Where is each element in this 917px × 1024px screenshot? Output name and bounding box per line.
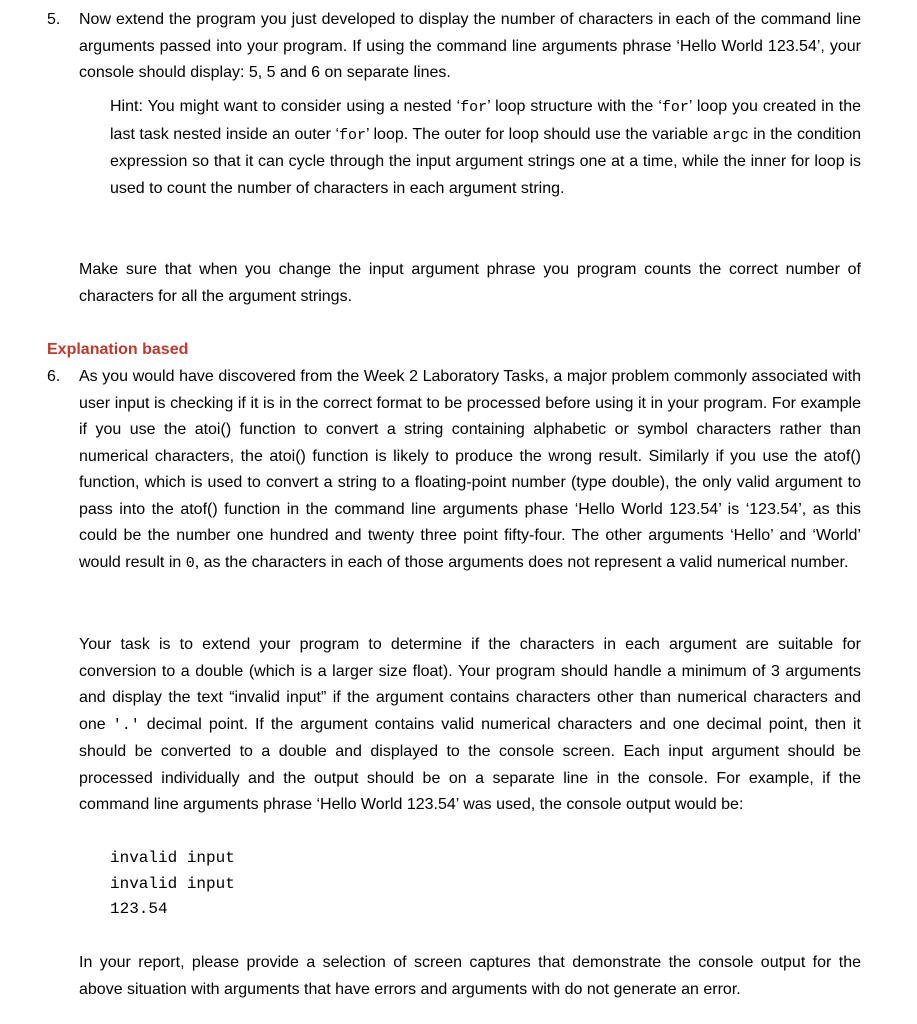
hint-text-2: ’ loop structure with the ‘: [487, 98, 662, 115]
question-6-paragraph-2: [79, 632, 861, 819]
hint-code-for-1: for: [460, 99, 488, 116]
para2-text-b: decimal point. If the argument contains valid numerical characters and one decimal point, then it should be converted to a double and displayed to the console screen. Each input argument should be processed individually and the output should be on a separate line in the console. For example, if the command line arguments phrase ‘Hello World 123.54’ was used, the console output would be:: [79, 715, 862, 813]
hint-text-1: Hint: You might want to consider using a nested ‘: [110, 98, 461, 115]
section-heading: Explanation based: [47, 341, 189, 358]
para1-text-b: , as the characters in each of those arguments does not represent a valid numerical number.: [194, 553, 849, 571]
console-line: invalid input: [110, 849, 235, 867]
console-output: [110, 846, 235, 923]
console-line: 123.54: [110, 900, 168, 918]
question-5-number: 5.: [47, 11, 61, 28]
para2-code-dot: '.': [112, 716, 140, 734]
question-5-intro: Now extend the program you just developed to display the number of characters in each of the command line arguments passed into your program. If using the command line arguments phrase ‘Hello World 123.54’, your console should display: 5, 5 and 6 on separate lines.: [79, 11, 861, 81]
hint-code-for-3: for: [339, 126, 367, 144]
question-5-hint: [110, 94, 861, 202]
question-6-number: 6.: [47, 368, 61, 385]
para1-text-a: As you would have discovered from the Week 2 Laboratory Tasks, a major problem commonly associated with user input is checking if it is in the correct format to be processed before using it in your program. For example if you use the atoi() function to convert a string containing alphabetic or symbol characters rather than numerical characters, the atoi() function is likely to produce the wrong result. Similarly if you use the atof() function, which is used to convert a string to a floating-point number (type double), the only valid argument to pass into the atof() function in the command line arguments phase ‘Hello World 123.54’ is ‘123.54’, as this could be the number one hundred and twenty three point fifty-four. The other arguments ‘Hello’ and ‘World’ would result in: [79, 368, 861, 571]
para1-code-zero: 0: [185, 554, 195, 572]
console-line: invalid input: [110, 874, 235, 893]
hint-code-for-2: for: [661, 99, 689, 116]
hint-text-3: ’ loop you created in the last task nested inside an outer ‘: [110, 98, 861, 143]
hint-text-4: ’ loop. The outer for loop should use the variable: [366, 125, 713, 143]
hint-text-5: in the condition expression so that it can cycle through the input argument strings one at a time, while the inner for loop is used to count the number of characters in each argument string.: [110, 125, 862, 197]
hint-code-argc: argc: [712, 126, 749, 144]
question-6-paragraph-1: [79, 364, 861, 577]
para2-text-a: Your task is to extend your program to determine if the characters in each argument are suitable for conversion to a double (which is a larger size float). Your program should handle a minimum of 3 arguments and display the text “invalid input” if the argument contains characters other than numerical characters and one: [79, 636, 861, 733]
question-6-report: In your report, please provide a selection of screen captures that demonstrate the console output for the above situation with arguments that have errors and arguments with do not generate an error.: [79, 954, 861, 998]
question-5-make-sure: Make sure that when you change the input argument phrase you program counts the correct number of characters for all the argument strings.: [79, 261, 861, 305]
